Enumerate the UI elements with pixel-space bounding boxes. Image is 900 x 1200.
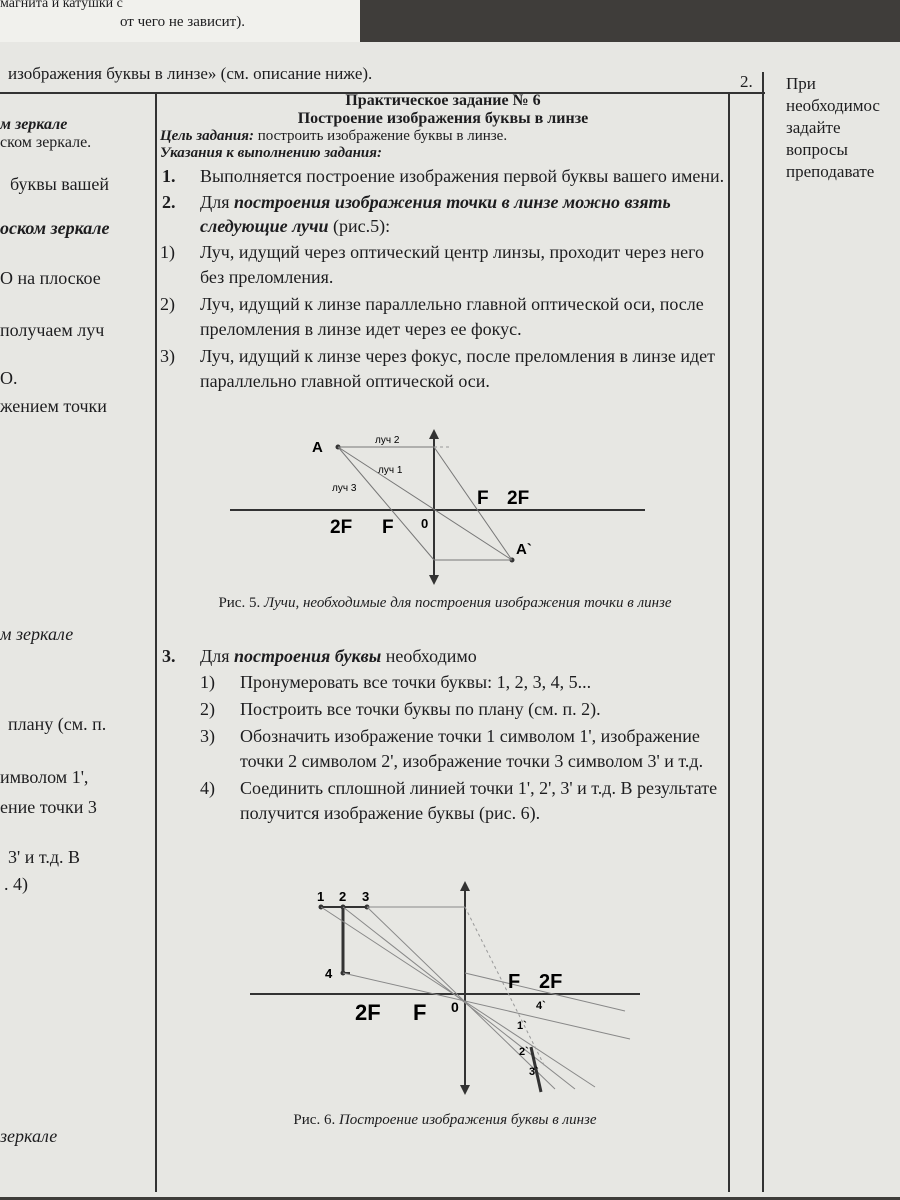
fig5-label-f-right: F bbox=[477, 488, 489, 509]
fig6-label-i2: 2` bbox=[519, 1046, 529, 1058]
ray-text: Луч, идущий к линзе через фокус, после преломления в линзе идет параллельно главной оптической оси. bbox=[200, 346, 716, 391]
item-number: 2. bbox=[162, 192, 176, 212]
item-number: 1. bbox=[162, 166, 176, 186]
ray-number: 3) bbox=[160, 346, 175, 366]
fig5-ray-2-out bbox=[434, 447, 512, 560]
fig5-lens-arrow-top bbox=[429, 429, 439, 439]
header-line: изображения буквы в линзе» (см. описание ниже). bbox=[8, 64, 373, 83]
left-fragment-3: буквы вашей bbox=[10, 174, 110, 194]
left-fragment-7: О. bbox=[0, 368, 18, 388]
right-line-4: вопросы bbox=[786, 140, 848, 159]
fig6-label-i4: 4` bbox=[536, 1000, 546, 1012]
right-line-1: При bbox=[786, 74, 816, 93]
fig5-label-origin: 0 bbox=[421, 516, 429, 531]
left-fragment-12: ение точки 3 bbox=[0, 797, 97, 817]
back-sheet-line2: от чего не зависит). bbox=[120, 14, 245, 30]
item-text-pre: Для bbox=[200, 192, 235, 212]
figure-5-diagram bbox=[220, 427, 650, 587]
goal-text: построить изображение буквы в линзе. bbox=[253, 128, 508, 144]
left-fragment-6: получаем луч bbox=[0, 320, 105, 340]
step-number: 2) bbox=[200, 699, 215, 719]
goal-label: Цель задания: bbox=[160, 128, 254, 144]
item-number: 3. bbox=[162, 646, 176, 666]
ray-number: 2) bbox=[160, 294, 175, 314]
figure-5-caption bbox=[165, 595, 725, 612]
fig5-label-a: A bbox=[312, 439, 323, 456]
fig6-ray-3 bbox=[343, 907, 575, 1089]
left-fragment-5: О на плоское bbox=[0, 268, 101, 288]
step-item-4 bbox=[200, 776, 726, 826]
fig6-label-f-right: F bbox=[508, 971, 521, 993]
fig6-lens-arrow-bottom bbox=[460, 1085, 470, 1095]
fig5-lens-arrow-bottom bbox=[429, 575, 439, 585]
fig5-caption-text: Лучи, необходимые для построения изображения точки в линзе bbox=[263, 595, 672, 611]
right-line-3: задайте bbox=[786, 118, 841, 137]
fig6-label-origin: 0 bbox=[451, 999, 459, 1015]
right-line-5: преподавате bbox=[786, 162, 875, 181]
item-text: Выполняется построение изображения первой буквы вашего имени. bbox=[200, 166, 725, 186]
ray-item-2 bbox=[160, 292, 726, 342]
fig5-label-a-image: A` bbox=[516, 541, 532, 558]
task-subtitle: Построение изображения буквы в линзе bbox=[297, 110, 589, 127]
column-divider-left bbox=[155, 92, 157, 1192]
back-sheet bbox=[0, 0, 360, 44]
figure-6-diagram bbox=[245, 877, 645, 1097]
left-fragment-13: 3' и т.д. В bbox=[8, 847, 81, 867]
fig6-ray-6 bbox=[465, 907, 545, 1067]
instructions-label: Указания к выполнению задания: bbox=[160, 145, 382, 161]
fig5-label-ray3: луч 3 bbox=[332, 483, 357, 494]
left-fragment-8: жением точки bbox=[0, 396, 107, 416]
item-text-pre: Для bbox=[200, 646, 235, 666]
column-divider-middle bbox=[728, 92, 730, 1192]
task-goal bbox=[160, 128, 726, 145]
step-item-2 bbox=[200, 697, 726, 722]
fig6-label-p1: 1 bbox=[317, 889, 325, 904]
right-item-number: 2. bbox=[740, 72, 753, 91]
left-fragment-9: м зеркале bbox=[0, 624, 74, 644]
fig6-label-p3: 3 bbox=[362, 889, 370, 904]
fig6-ray-4 bbox=[367, 907, 555, 1089]
item-text-post: (рис.5): bbox=[328, 216, 391, 236]
right-line-2: необходимос bbox=[786, 96, 880, 115]
ray-item-3 bbox=[160, 344, 726, 394]
step-number: 3) bbox=[200, 726, 215, 746]
step-text: Соединить сплошной линией точки 1', 2', 3' и т.д. В результате получится изображение буквы (рис. 6). bbox=[240, 778, 718, 823]
instruction-item-2 bbox=[160, 190, 726, 238]
step-number: 1) bbox=[200, 672, 215, 692]
fig5-label-2f-left: 2F bbox=[330, 517, 353, 538]
ray-text: Луч, идущий через оптический центр линзы, проходит через него без преломления. bbox=[200, 242, 705, 287]
step-item-1 bbox=[200, 670, 726, 695]
step-item-3 bbox=[200, 724, 726, 774]
fig6-label-2f-right: 2F bbox=[539, 971, 563, 993]
instruction-item-3 bbox=[160, 644, 726, 668]
fig6-caption-text: Построение изображения буквы в линзе bbox=[338, 1112, 597, 1128]
left-fragment-1: м зеркале bbox=[0, 116, 68, 133]
item-text-post: необходимо bbox=[381, 646, 477, 666]
fig6-lens-arrow-top bbox=[460, 881, 470, 891]
left-fragment-10: плану (см. п. bbox=[8, 714, 107, 734]
item-text-bold: построения буквы bbox=[234, 646, 382, 666]
step-text: Построить все точки буквы по плану (см. п. 2). bbox=[240, 699, 601, 719]
worksheet-page bbox=[0, 42, 900, 1197]
fig5-label-ray2: луч 2 bbox=[375, 435, 400, 446]
fig5-caption-prefix: Рис. 5. bbox=[218, 595, 264, 611]
steps-list bbox=[160, 670, 726, 826]
fig5-ray-3-in bbox=[338, 447, 434, 560]
column-divider-right bbox=[762, 72, 764, 1192]
task-title: Практическое задание № 6 bbox=[345, 92, 541, 109]
fig6-label-f-left: F bbox=[413, 1000, 427, 1025]
item-3-block bbox=[160, 642, 726, 826]
fig6-label-i1: 1` bbox=[517, 1020, 527, 1032]
left-fragment-2: ском зеркале. bbox=[0, 134, 92, 151]
fig6-label-p4: 4 bbox=[325, 966, 333, 981]
ray-item-1 bbox=[160, 240, 726, 290]
ray-number: 1) bbox=[160, 242, 175, 262]
left-fragment-11: имволом 1', bbox=[0, 767, 89, 787]
ray-text: Луч, идущий к линзе параллельно главной оптической оси, после преломления в линзе идет через ее фокус. bbox=[200, 294, 704, 339]
step-text: Обозначить изображение точки 1 символом 1', изображение точки 2 символом 2', изображение точки 3 символом 3' и т.д. bbox=[240, 726, 704, 771]
fig6-label-2f-left: 2F bbox=[355, 1000, 381, 1025]
fig5-label-f-left: F bbox=[382, 517, 394, 538]
left-fragment-4: оском зеркале bbox=[0, 218, 110, 238]
task-block bbox=[160, 92, 726, 394]
instruction-item-1 bbox=[160, 164, 726, 188]
left-fragment-15: зеркале bbox=[0, 1126, 58, 1146]
fig6-label-p2: 2 bbox=[339, 889, 347, 904]
fig6-label-i3: 3` bbox=[529, 1066, 539, 1078]
figure-6-caption bbox=[165, 1112, 725, 1129]
step-text: Пронумеровать все точки буквы: 1, 2, 3, 4, 5... bbox=[240, 672, 592, 692]
fig6-caption-prefix: Рис. 6. bbox=[293, 1112, 339, 1128]
fig5-label-ray1: луч 1 bbox=[378, 465, 403, 476]
left-fragment-14: . 4) bbox=[4, 874, 28, 894]
item-text-bold: построения изображения точки в линзе можно взять следующие лучи bbox=[200, 192, 671, 236]
fig5-label-2f-right: 2F bbox=[507, 488, 530, 509]
step-number: 4) bbox=[200, 778, 215, 798]
back-sheet-line1: магнита и катушки с bbox=[0, 0, 123, 11]
fig6-ray-5 bbox=[343, 973, 630, 1039]
